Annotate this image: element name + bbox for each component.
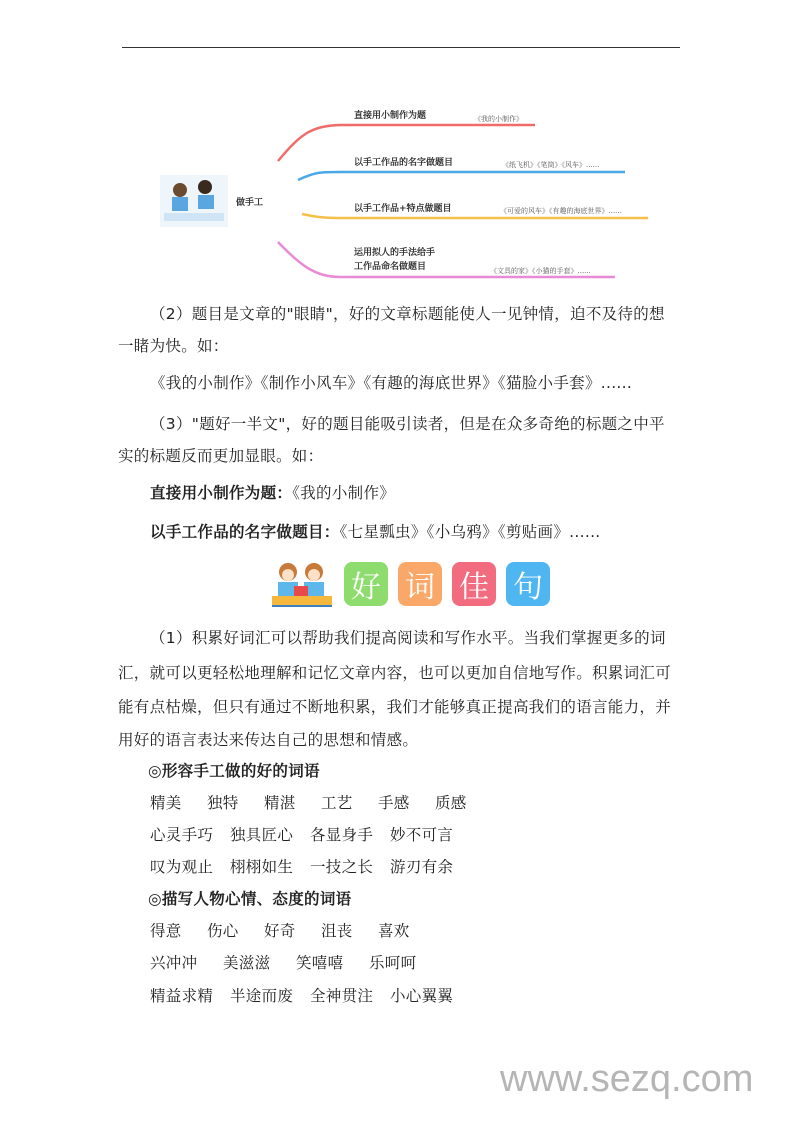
branch-examples-1: 《我的小制作》	[474, 115, 523, 123]
word: 心灵手巧	[150, 826, 214, 844]
branch-title-4a: 运用拟人的手法给手	[354, 248, 436, 258]
word: 精美	[150, 794, 182, 812]
branch-title-3: 以手工作品+特点做题目	[354, 204, 452, 214]
word: 半途而废	[230, 987, 294, 1005]
word: 各显身手	[310, 826, 374, 844]
badge-ci: 词	[398, 562, 442, 606]
word: 栩栩如生	[230, 858, 294, 876]
mind-map	[150, 95, 670, 285]
word: 独具匠心	[230, 826, 294, 844]
word: 好奇	[264, 922, 296, 940]
word: 喜欢	[378, 922, 410, 940]
para1-line3: 能有点枯燥，但只有通过不断地积累，我们才能够真正提高我们的语言能力，并	[118, 698, 672, 716]
branch-title-2: 以手工作品的名字做题目	[354, 158, 454, 168]
mindmap-center: 做手工	[236, 198, 264, 208]
branch-examples-2: 《纸飞机》《笔筒》《风车》......	[502, 161, 600, 169]
para3-line2: 实的标题反而更加显眼。如：	[118, 447, 324, 465]
word: 得意	[150, 922, 182, 940]
para1-line4: 用好的语言表达来传达自己的思想和情感。	[118, 731, 419, 749]
word: 美滋滋	[223, 954, 271, 972]
section1-row	[150, 791, 492, 813]
word: 笑嘻嘻	[296, 954, 344, 972]
section1-row	[150, 855, 470, 877]
branch-title-4b: 工作品命名做题目	[354, 262, 427, 272]
word: 精益求精	[150, 987, 214, 1005]
word: 质感	[435, 794, 467, 812]
section2-row	[150, 951, 442, 973]
badge-hao: 好	[344, 562, 388, 606]
section2-row	[150, 919, 435, 941]
branch-examples-3: 《可爱的风车》《有趣的海底世界》......	[500, 207, 622, 215]
example-2-label: 以手工作品的名字做题目：	[150, 523, 340, 541]
word: 小心翼翼	[390, 987, 454, 1005]
branch-examples-4: 《文具的家》《小猫的手套》......	[490, 267, 591, 275]
section2-row	[150, 984, 470, 1006]
section2-heading: ◎描写人物心情、态度的词语	[148, 890, 352, 908]
badge-jia: 佳	[452, 562, 496, 606]
word: 沮丧	[321, 922, 353, 940]
para3-line1: （3）"题好一半文"，好的题目能吸引读者，但是在众多奇绝的标题之中平	[150, 415, 665, 433]
watermark: www.sezq.com	[500, 1058, 754, 1100]
word: 一技之长	[310, 858, 374, 876]
para1-line1: （1）积累好词汇可以帮助我们提高阅读和写作水平。当我们掌握更多的词	[150, 629, 666, 647]
branch-line-2	[298, 172, 625, 180]
section1-row	[150, 823, 470, 845]
word: 游刃有余	[390, 858, 454, 876]
word: 乐呵呵	[369, 954, 417, 972]
para2-line2: 一睹为快。如：	[118, 337, 229, 355]
badge-ju: 句	[506, 562, 550, 606]
header-rule	[122, 47, 680, 48]
word: 精湛	[264, 794, 296, 812]
word: 工艺	[321, 794, 353, 812]
example-1-label: 直接用小制作为题：	[150, 484, 293, 502]
para1-line2: 汇，就可以更轻松地理解和记忆文章内容，也可以更加自信地写作。积累词汇可	[118, 664, 672, 682]
word: 妙不可言	[390, 826, 454, 844]
example-1-value: 《我的小制作》	[292, 484, 396, 502]
example-2-value: 《七星瓢虫》《小乌鸦》《剪贴画》......	[339, 523, 601, 541]
section1-heading: ◎形容手工做的好的词语	[148, 762, 320, 780]
word: 伤心	[207, 922, 239, 940]
word: 手感	[378, 794, 410, 812]
branch-line-1	[278, 125, 535, 161]
para2-line1: （2）题目是文章的"眼睛"，好的文章标题能使人一见钟情，迫不及待的想	[150, 305, 665, 323]
example-2	[150, 520, 601, 542]
illustration-kids	[160, 175, 228, 227]
word: 兴冲冲	[150, 954, 198, 972]
section-banner	[270, 560, 550, 608]
para2-examples: 《我的小制作》《制作小风车》《有趣的海底世界》《猫脸小手套》......	[150, 374, 633, 392]
word: 叹为观止	[150, 858, 214, 876]
word: 全神贯注	[310, 987, 374, 1005]
illustration-reading-kids	[270, 560, 334, 608]
branch-title-1: 直接用小制作为题	[354, 111, 427, 121]
word: 独特	[207, 794, 239, 812]
example-1	[150, 481, 395, 503]
